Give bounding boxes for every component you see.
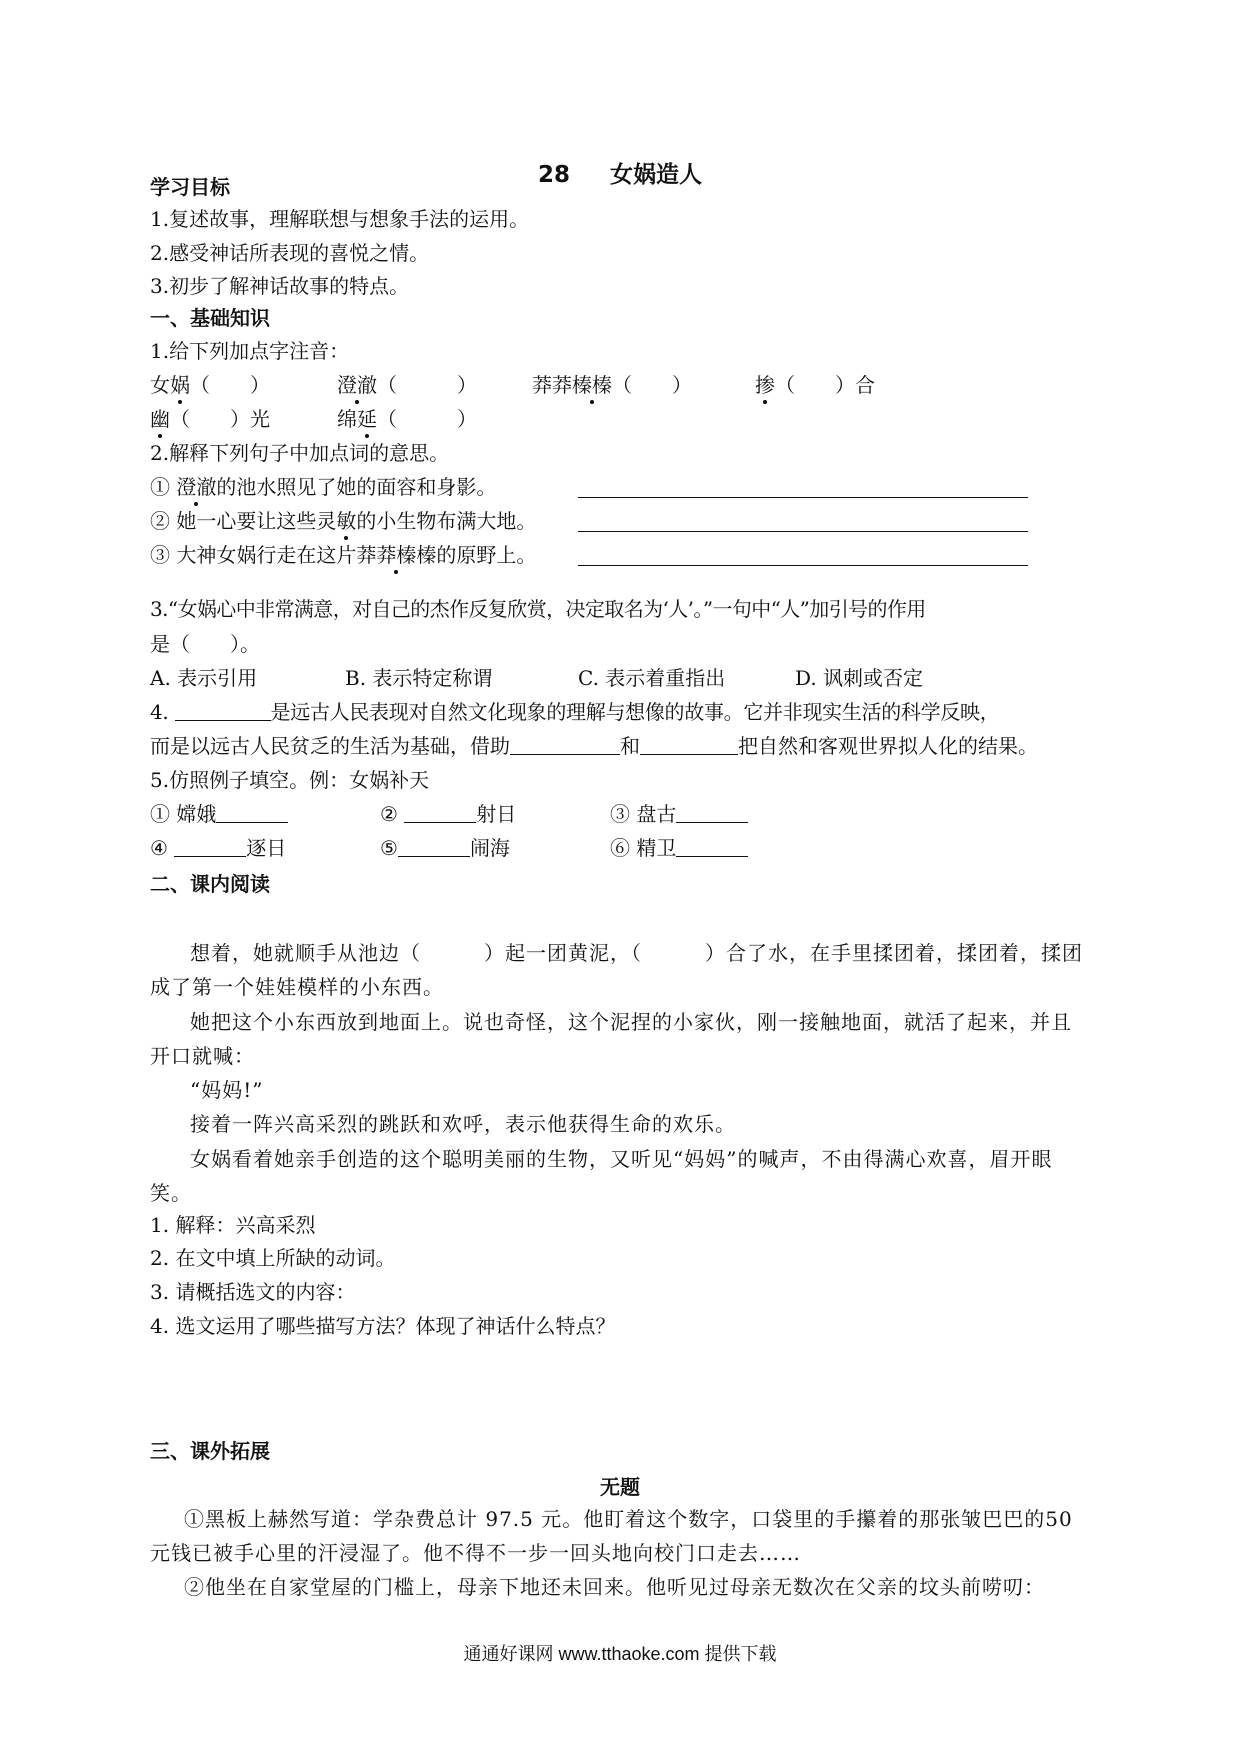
dotted-word: 莽莽榛榛 — [356, 543, 437, 567]
q5-item-5: ⑤ 闹海 — [380, 836, 510, 860]
objectives-heading: 学习目标 — [150, 175, 230, 199]
objective-1: 1.复述故事，理解联想与想象手法的运用。 — [150, 207, 530, 231]
q2-sentence-1: ① 澄澈的池水照见了她的面容和身影。 — [150, 475, 497, 499]
blank[interactable] — [174, 836, 246, 857]
q3-line2: 是（ ）。 — [150, 632, 260, 656]
blank[interactable] — [510, 734, 620, 755]
reading-question-3: 3. 请概括选文的内容： — [150, 1280, 356, 1304]
blank[interactable] — [216, 802, 288, 823]
q3-option-c[interactable]: C. 表示着重指出 — [578, 666, 726, 690]
reading-question-2: 2. 在文中填上所缺的动词。 — [150, 1246, 396, 1270]
blank[interactable] — [676, 836, 748, 857]
reading-paragraph-5: 女娲看着她亲手创造的这个聪明美丽的生物，又听见“妈妈”的喊声，不由得满心欢喜，眉开眼笑。 — [150, 1147, 1053, 1205]
article-paragraph-2: ②他坐在自家堂屋的门槛上，母亲下地还未回来。他听见过母亲无数次在父亲的坟头前唠叨： — [184, 1575, 1045, 1599]
article-title: 无题 — [600, 1475, 640, 1499]
q2-sentence-3: ③ 大神女娲行走在这片莽莽榛榛的原野上。 — [150, 543, 537, 567]
q1-item-mianyan: 绵延（ ） — [337, 407, 477, 431]
reading-question-1: 1. 解释：兴高采烈 — [150, 1213, 316, 1237]
answer-line[interactable] — [578, 531, 1028, 532]
reading-paragraph-3: “妈妈!” — [190, 1078, 264, 1102]
q5-item-2: ② 射日 — [380, 802, 517, 826]
q5-item-3: ③ 盘古 — [610, 801, 748, 827]
dotted-char: 娲 — [170, 373, 190, 397]
q5-item-4: ④ 逐日 — [150, 836, 287, 860]
q3-line1: 3.“女娲心中非常满意，对自己的杰作反复欣赏，决定取名为‘人’。”一句中“人”加引号的作用 — [150, 597, 926, 621]
q1-item-nuwa: 女娲（ ） — [150, 373, 270, 397]
q1-prompt: 1.给下列加点字注音： — [150, 339, 350, 363]
q2-prompt: 2.解释下列句子中加点词的意思。 — [150, 441, 450, 465]
blank[interactable] — [676, 802, 748, 823]
q1-item-chengche: 澄澈（ ） — [337, 373, 477, 397]
blank[interactable] — [404, 802, 476, 823]
reading-paragraph-4: 接着一阵兴高采烈的跳跃和欢呼，表示他获得生命的欢乐。 — [190, 1112, 736, 1136]
blank[interactable] — [640, 734, 738, 755]
answer-line[interactable] — [578, 565, 1028, 566]
dotted-char: 榛榛 — [572, 373, 612, 397]
dotted-char: 掺 — [755, 373, 775, 397]
q3-option-d[interactable]: D. 讽刺或否定 — [795, 666, 924, 690]
dotted-char: 延 — [357, 407, 377, 431]
q5-item-1: ① 嫦娥 — [150, 801, 288, 827]
q5-prompt: 5.仿照例子填空。例：女娲补天 — [150, 768, 430, 792]
section1-heading: 一、基础知识 — [150, 306, 270, 330]
section3-heading: 三、课外拓展 — [150, 1439, 270, 1463]
q3-option-a[interactable]: A. 表示引用 — [150, 666, 258, 690]
q4-line2: 而是以远古人民贫乏的生活为基础，借助 和 把自然和客观世界拟人化的结果。 — [150, 734, 1038, 758]
reading-paragraph-1: 想着，她就顺手从池边（ ）起一团黄泥，（ ）合了水，在手里揉团着，揉团着，揉团成了第一个娃娃模样的小东西。 — [150, 941, 1083, 999]
blank[interactable] — [398, 836, 470, 857]
q4-line1: 4. 是远古人民表现对自然文化现象的理解与想像的故事。它并非现实生活的科学反映， — [150, 700, 1000, 724]
q1-item-chan: 掺（ ）合 — [755, 373, 875, 397]
blank[interactable] — [175, 700, 271, 721]
article-paragraph-1: ①黑板上赫然写道：学杂费总计 97.5 元。他盯着这个数字，口袋里的手攥着的那张皱巴巴的50元钱已被手心里的汗浸湿了。他不得不一步一回头地向校门口走去…… — [150, 1507, 1073, 1565]
lesson-title-text: 女娲造人 — [610, 162, 702, 188]
lesson-number: 28 — [537, 162, 570, 188]
section2-heading: 二、课内阅读 — [150, 872, 270, 896]
q1-item-you: 幽（ ）光 — [150, 407, 270, 431]
reading-paragraph-2: 她把这个小东西放到地面上。说也奇怪，这个泥捏的小家伙，刚一接触地面，就活了起来，并且开口就喊： — [150, 1010, 1072, 1068]
dotted-char: 幽 — [150, 407, 170, 431]
objective-3: 3.初步了解神话故事的特点。 — [150, 274, 410, 298]
dotted-char: 澄澈 — [337, 373, 377, 397]
objective-2: 2.感受神话所表现的喜悦之情。 — [150, 241, 430, 265]
q2-sentence-2: ② 她一心要让这些灵敏的小生物布满大地。 — [150, 509, 537, 533]
dotted-word: 澄澈 — [176, 475, 217, 499]
footer-credit: 通通好课网 www.tthaoke.com 提供下载 — [463, 1644, 777, 1664]
answer-line[interactable] — [578, 497, 1028, 498]
q5-item-6: ⑥ 精卫 — [610, 835, 748, 861]
reading-question-4: 4. 选文运用了哪些描写方法？体现了神话什么特点？ — [150, 1314, 616, 1338]
q1-item-zhenzhen: 莽莽榛榛（ ） — [532, 373, 692, 397]
q3-option-b[interactable]: B. 表示特定称谓 — [345, 666, 493, 690]
dotted-word: 敏 — [336, 509, 357, 533]
